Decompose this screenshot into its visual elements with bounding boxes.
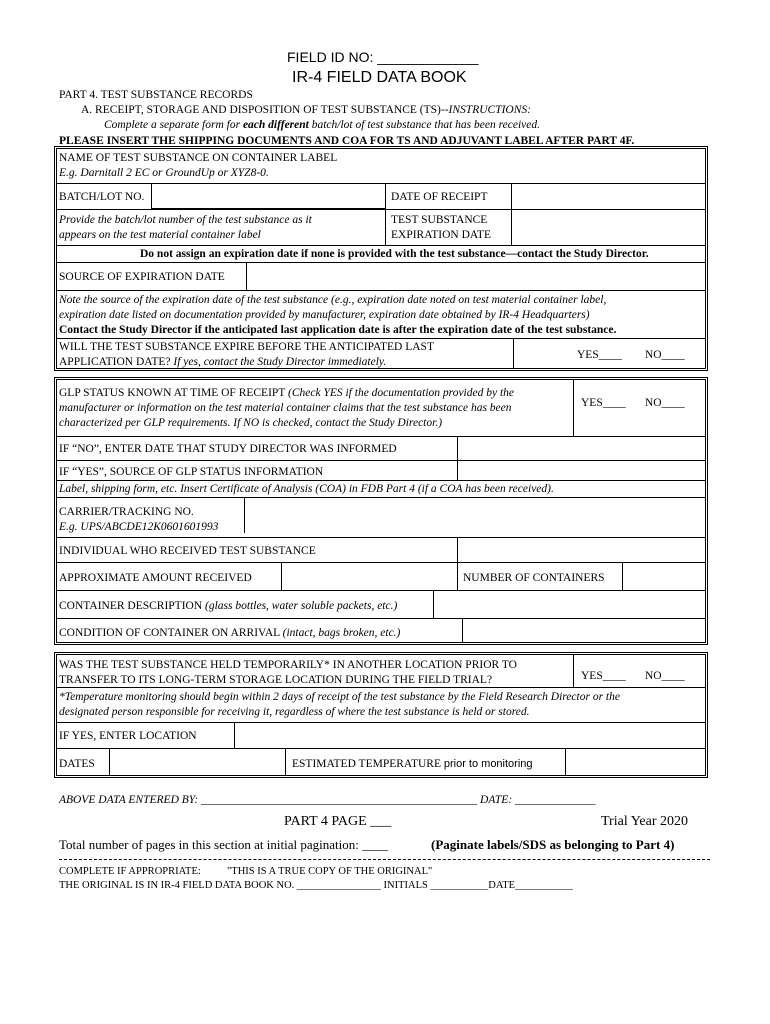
- amount-input[interactable]: [282, 563, 456, 590]
- divider: [57, 290, 705, 291]
- glp-note-2: manufacturer or information on the test material container claims that the test substance has been: [59, 402, 512, 414]
- divider: [385, 183, 386, 245]
- section-a-heading: A. RECEIPT, STORAGE AND DISPOSITION OF TEST SUBSTANCE (TS)--INSTRUCTIONS:: [81, 104, 531, 116]
- batch-input[interactable]: [151, 184, 385, 209]
- divider: [457, 562, 458, 590]
- temp-note-1: *Temperature monitoring should begin within 2 days of receipt of the test substance by the Field Research Director or the: [59, 691, 620, 703]
- divider: [513, 338, 514, 368]
- held-question-2: TRANSFER TO ITS LONG-TERM STORAGE LOCATION DURING THE FIELD TRIAL?: [59, 674, 493, 686]
- glp-label: GLP STATUS KNOWN AT TIME OF RECEIPT (Check YES if the documentation provided by the: [59, 387, 515, 399]
- glp-no-option[interactable]: NO____: [645, 397, 685, 409]
- expire-question-2: APPLICATION DATE? If yes, contact the Study Director immediately.: [59, 356, 387, 368]
- dashed-divider: [59, 859, 710, 860]
- container-desc-input[interactable]: [434, 591, 705, 618]
- paginate-note: (Paginate labels/SDS as belonging to Part 4): [431, 837, 675, 852]
- expiration-label-1: TEST SUBSTANCE: [391, 214, 488, 226]
- est-temp-label: ESTIMATED TEMPERATURE prior to monitoring: [292, 758, 533, 770]
- divider: [57, 480, 705, 481]
- expire-no-option[interactable]: NO____: [645, 349, 685, 361]
- num-containers-label: NUMBER OF CONTAINERS: [463, 572, 605, 584]
- divider: [57, 338, 705, 339]
- individual-input[interactable]: [458, 538, 705, 562]
- if-yes-label: IF “YES”, SOURCE OF GLP STATUS INFORMATION: [59, 466, 324, 478]
- carrier-label: CARRIER/TRACKING NO.: [59, 506, 194, 518]
- expiration-date-input[interactable]: [512, 210, 705, 245]
- name-label: NAME OF TEST SUBSTANCE ON CONTAINER LABEL: [59, 152, 338, 164]
- page-title: IR-4 FIELD DATA BOOK: [292, 69, 467, 86]
- source-note-1: Note the source of the expiration date of the test substance (e.g., expiration date noted on test material container label,: [59, 294, 607, 306]
- held-yes-option[interactable]: YES____: [581, 670, 626, 682]
- instructions-line: Complete a separate form for each different batch/lot of test substance that has been received.: [104, 119, 540, 131]
- held-no-option[interactable]: NO____: [645, 670, 685, 682]
- carrier-hint: E.g. UPS/ABCDE12K0601601993: [59, 521, 219, 533]
- total-pages-label: Total number of pages in this section at initial pagination: ____: [59, 837, 389, 852]
- num-containers-input[interactable]: [623, 563, 705, 590]
- name-hint: E.g. Darnitall 2 EC or GroundUp or XYZ8-0.: [59, 167, 269, 179]
- if-no-date-input[interactable]: [458, 437, 705, 460]
- condition-input[interactable]: [463, 619, 705, 642]
- expire-yes-option[interactable]: YES____: [577, 349, 622, 361]
- batch-label: BATCH/LOT NO.: [59, 191, 145, 203]
- divider: [57, 687, 705, 688]
- insert-documents-note: PLEASE INSERT THE SHIPPING DOCUMENTS AND COA FOR TS AND ADJUVANT LABEL AFTER PART 4F.: [59, 135, 635, 147]
- location-input[interactable]: [235, 723, 705, 748]
- dates-input[interactable]: [110, 749, 285, 775]
- field-id-label: FIELD ID NO: _____________: [287, 49, 479, 65]
- divider: [573, 380, 574, 436]
- date-receipt-input[interactable]: [512, 184, 705, 209]
- source-note-2: expiration date listed on documentation provided by manufacturer, expiration date obtained by IR-4 Headquarters): [59, 309, 590, 321]
- glp-yes-option[interactable]: YES____: [581, 397, 626, 409]
- trial-year: Trial Year 2020: [601, 814, 688, 829]
- batch-hint-1: Provide the batch/lot number of the test substance as it: [59, 214, 312, 226]
- temp-note-2: designated person responsible for receiving it, regardless of where the test substance is held or stored.: [59, 706, 530, 718]
- glp-source-input[interactable]: [458, 461, 705, 480]
- expire-question-1: WILL THE TEST SUBSTANCE EXPIRE BEFORE THE ANTICIPATED LAST: [59, 341, 434, 353]
- divider: [57, 245, 705, 246]
- part-heading: PART 4. TEST SUBSTANCE RECORDS: [59, 89, 253, 101]
- no-assign-note: Do not assign an expiration date if none is provided with the test substance—contact the Study Director.: [140, 248, 649, 260]
- divider: [573, 655, 574, 687]
- held-question-1: WAS THE TEST SUBSTANCE HELD TEMPORARILY* IN ANOTHER LOCATION PRIOR TO: [59, 659, 517, 671]
- part-page-label: PART 4 PAGE ___: [284, 814, 392, 829]
- est-temp-input[interactable]: [566, 749, 705, 775]
- expiration-label-2: EXPIRATION DATE: [391, 229, 491, 241]
- source-note-3: Contact the Study Director if the anticipated last application date is after the expiration date of the test substance.: [59, 324, 617, 336]
- individual-label: INDIVIDUAL WHO RECEIVED TEST SUBSTANCE: [59, 545, 316, 557]
- dates-label: DATES: [59, 758, 95, 770]
- source-exp-label: SOURCE OF EXPIRATION DATE: [59, 271, 225, 283]
- if-no-label: IF “NO”, ENTER DATE THAT STUDY DIRECTOR WAS INFORMED: [59, 443, 397, 455]
- date-receipt-label: DATE OF RECEIPT: [391, 191, 488, 203]
- amount-label: APPROXIMATE AMOUNT RECEIVED: [59, 572, 252, 584]
- above-data-entered: ABOVE DATA ENTERED BY: ________________________________________________ DATE: ______________: [59, 794, 596, 806]
- if-yes-note: Label, shipping form, etc. Insert Certificate of Analysis (COA) in FDB Part 4 (if a COA has been received).: [59, 483, 554, 495]
- glp-note-3: characterized per GLP requirements. If NO is checked, contact the Study Director.): [59, 417, 443, 429]
- if-yes-location-label: IF YES, ENTER LOCATION: [59, 730, 197, 742]
- condition-label: CONDITION OF CONTAINER ON ARRIVAL (intact, bags broken, etc.): [59, 627, 401, 639]
- divider: [285, 748, 286, 775]
- batch-hint-2: appears on the test material container label: [59, 229, 261, 241]
- complete-if-appropriate: COMPLETE IF APPROPRIATE: "THIS IS A TRUE COPY OF THE ORIGINAL": [59, 866, 433, 877]
- carrier-input[interactable]: [244, 497, 705, 533]
- source-exp-input[interactable]: [247, 263, 705, 290]
- original-location: THE ORIGINAL IS IN IR-4 FIELD DATA BOOK NO. ________________ INITIALS ___________DATE___________: [59, 880, 573, 891]
- container-desc-label: CONTAINER DESCRIPTION (glass bottles, water soluble packets, etc.): [59, 600, 398, 612]
